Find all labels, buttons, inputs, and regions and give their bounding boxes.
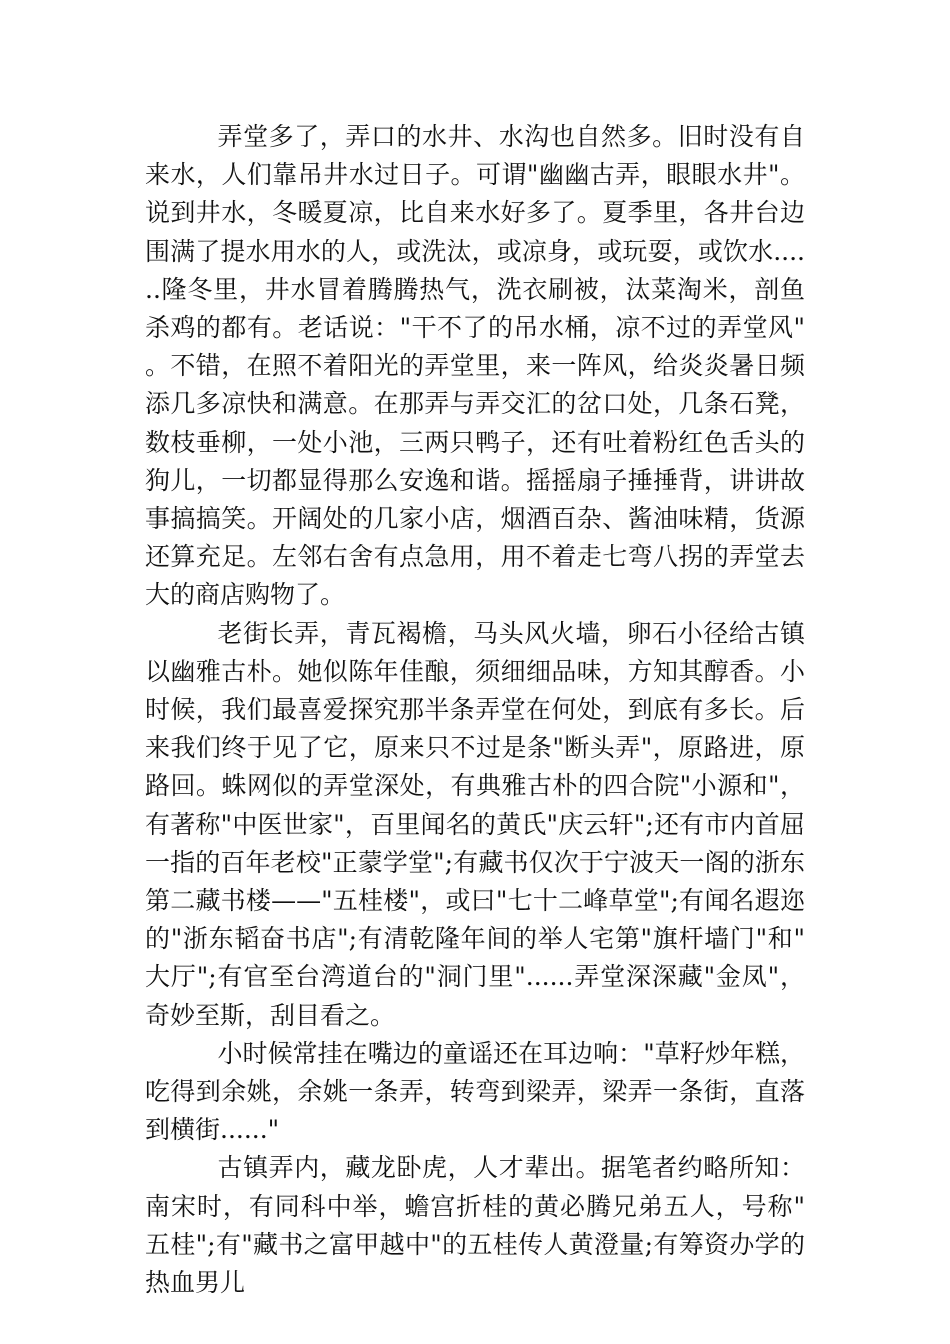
- paragraph-wells: 弄堂多了，弄口的水井、水沟也自然多。旧时没有自来水，人们靠吊井水过日子。可谓"幽幽古弄，眼眼水井"。说到井水，冬暖夏凉，比自来水好多了。夏季里，各井台边围满了提水用水的人，或洗汰，或凉身，或玩耍，或饮水......隆冬里，井水冒着腾腾热气，洗衣刷被，汰菜淘米，剖鱼杀鸡的都有。老话说："干不了的吊水桶，凉不过的弄堂风"。不错，在照不着阳光的弄堂里，来一阵风，给炎炎暑日频添几多凉快和满意。在那弄与弄交汇的岔口处，几条石凳，数枝垂柳，一处小池，三两只鸭子，还有吐着粉红色舌头的狗儿，一切都显得那么安逸和谐。摇摇扇子捶捶背，讲讲故事搞搞笑。开阔处的几家小店，烟酒百杂、酱油味精，货源还算充足。左邻右舍有点急用，用不着走七弯八拐的弄堂去大的商店购物了。: [145, 122, 805, 610]
- paragraph-talents: 古镇弄内，藏龙卧虎，人才辈出。据笔者约略所知：南宋时，有同科中举，蟾宫折桂的黄必腾兄弟五人，号称"五桂";有"藏书之富甲越中"的五桂传人黄澄量;有筹资办学的热血男儿: [145, 1153, 805, 1298]
- document-body: [145, 118, 805, 1302]
- paragraph-nursery-rhyme: 小时候常挂在嘴边的童谣还在耳边响："草籽炒年糕，吃得到余姚，余姚一条弄，转弯到梁弄，梁弄一条街，直落到横街......": [145, 1038, 805, 1145]
- paragraph-old-streets: 老街长弄，青瓦褐檐，马头风火墙，卵石小径给古镇以幽雅古朴。她似陈年佳酿，须细细品味，方知其醇香。小时候，我们最喜爱探究那半条弄堂在何处，到底有多长。后来我们终于见了它，原来只不过是条"断头弄"，原路进，原路回。蛛网似的弄堂深处，有典雅古朴的四合院"小源和"，有著称"中医世家"，百里闻名的黄氏"庆云轩";还有市内首屈一指的百年老校"正蒙学堂";有藏书仅次于宁波天一阁的浙东第二藏书楼——"五桂楼"，或曰"七十二峰草堂";有闻名遐迩的"浙东韬奋书店";有清乾隆年间的举人宅第"旗杆墙门"和"大厅";有官至台湾道台的"洞门里"......弄堂深深藏"金凤"，奇妙至斯，刮目看之。: [145, 618, 805, 1030]
